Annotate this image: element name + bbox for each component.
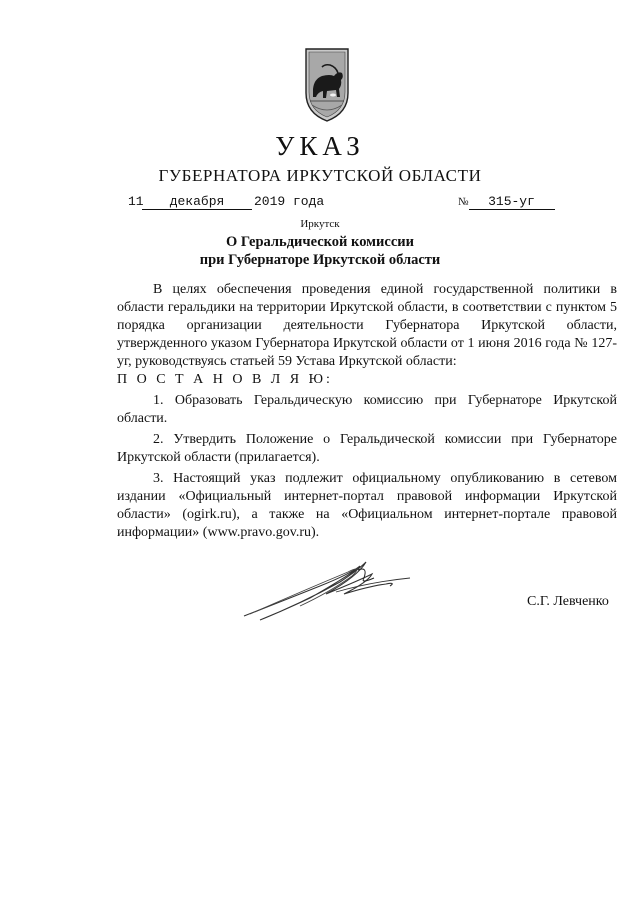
decree-item-1: 1. Образовать Геральдическую комиссию при Губернаторе Иркутской области. (117, 393, 617, 426)
intro-paragraph: В целях обеспечения проведения единой государственной политики в области геральдики на территории Иркутской области, в соответствии с пунктом 5 порядка организации деятельности Губернатора Иркутской области, утвержденного указом Губернатора Иркутской области от 1 июня 2016 года № 127-уг, руководствуясь статьей 59 Устава Иркутской области: (117, 282, 617, 369)
date-month: декабря (142, 195, 252, 210)
heading-line-1: О Геральдической комиссии (226, 234, 414, 250)
document-subtitle: ГУБЕРНАТОРА ИРКУТСКОЙ ОБЛАСТИ (158, 166, 482, 185)
decree-item-2: 2. Утвердить Положение о Геральдической комиссии при Губернаторе Иркутской области (прилагается). (117, 432, 617, 465)
handwritten-signature (240, 552, 420, 624)
date-year: 2019 года (254, 194, 325, 209)
decree-word: П О С Т А Н О В Л Я Ю: (117, 372, 333, 387)
decree-date (128, 194, 324, 210)
number-sign: № (458, 196, 469, 208)
decree-heading (0, 233, 640, 269)
decree-item-3: 3. Настоящий указ подлежит официальному опубликованию в сетевом издании «Официальный интернет-портал правовой информации Иркутской области» (ogirk.ru), а также на «Официальном интернет-портале правовой информации» (www.pravo.gov.ru). (117, 471, 617, 540)
coat-of-arms-icon (300, 45, 354, 123)
number-value: 315-уг (469, 195, 555, 210)
signer-name: С.Г. Левченко (527, 594, 609, 609)
date-day: 11 (128, 194, 144, 209)
decree-body (117, 281, 617, 542)
city-name: Иркутск (300, 218, 340, 230)
decree-number (458, 194, 555, 210)
document-title: УКАЗ (275, 131, 365, 161)
heading-line-2: при Губернаторе Иркутской области (199, 252, 441, 268)
